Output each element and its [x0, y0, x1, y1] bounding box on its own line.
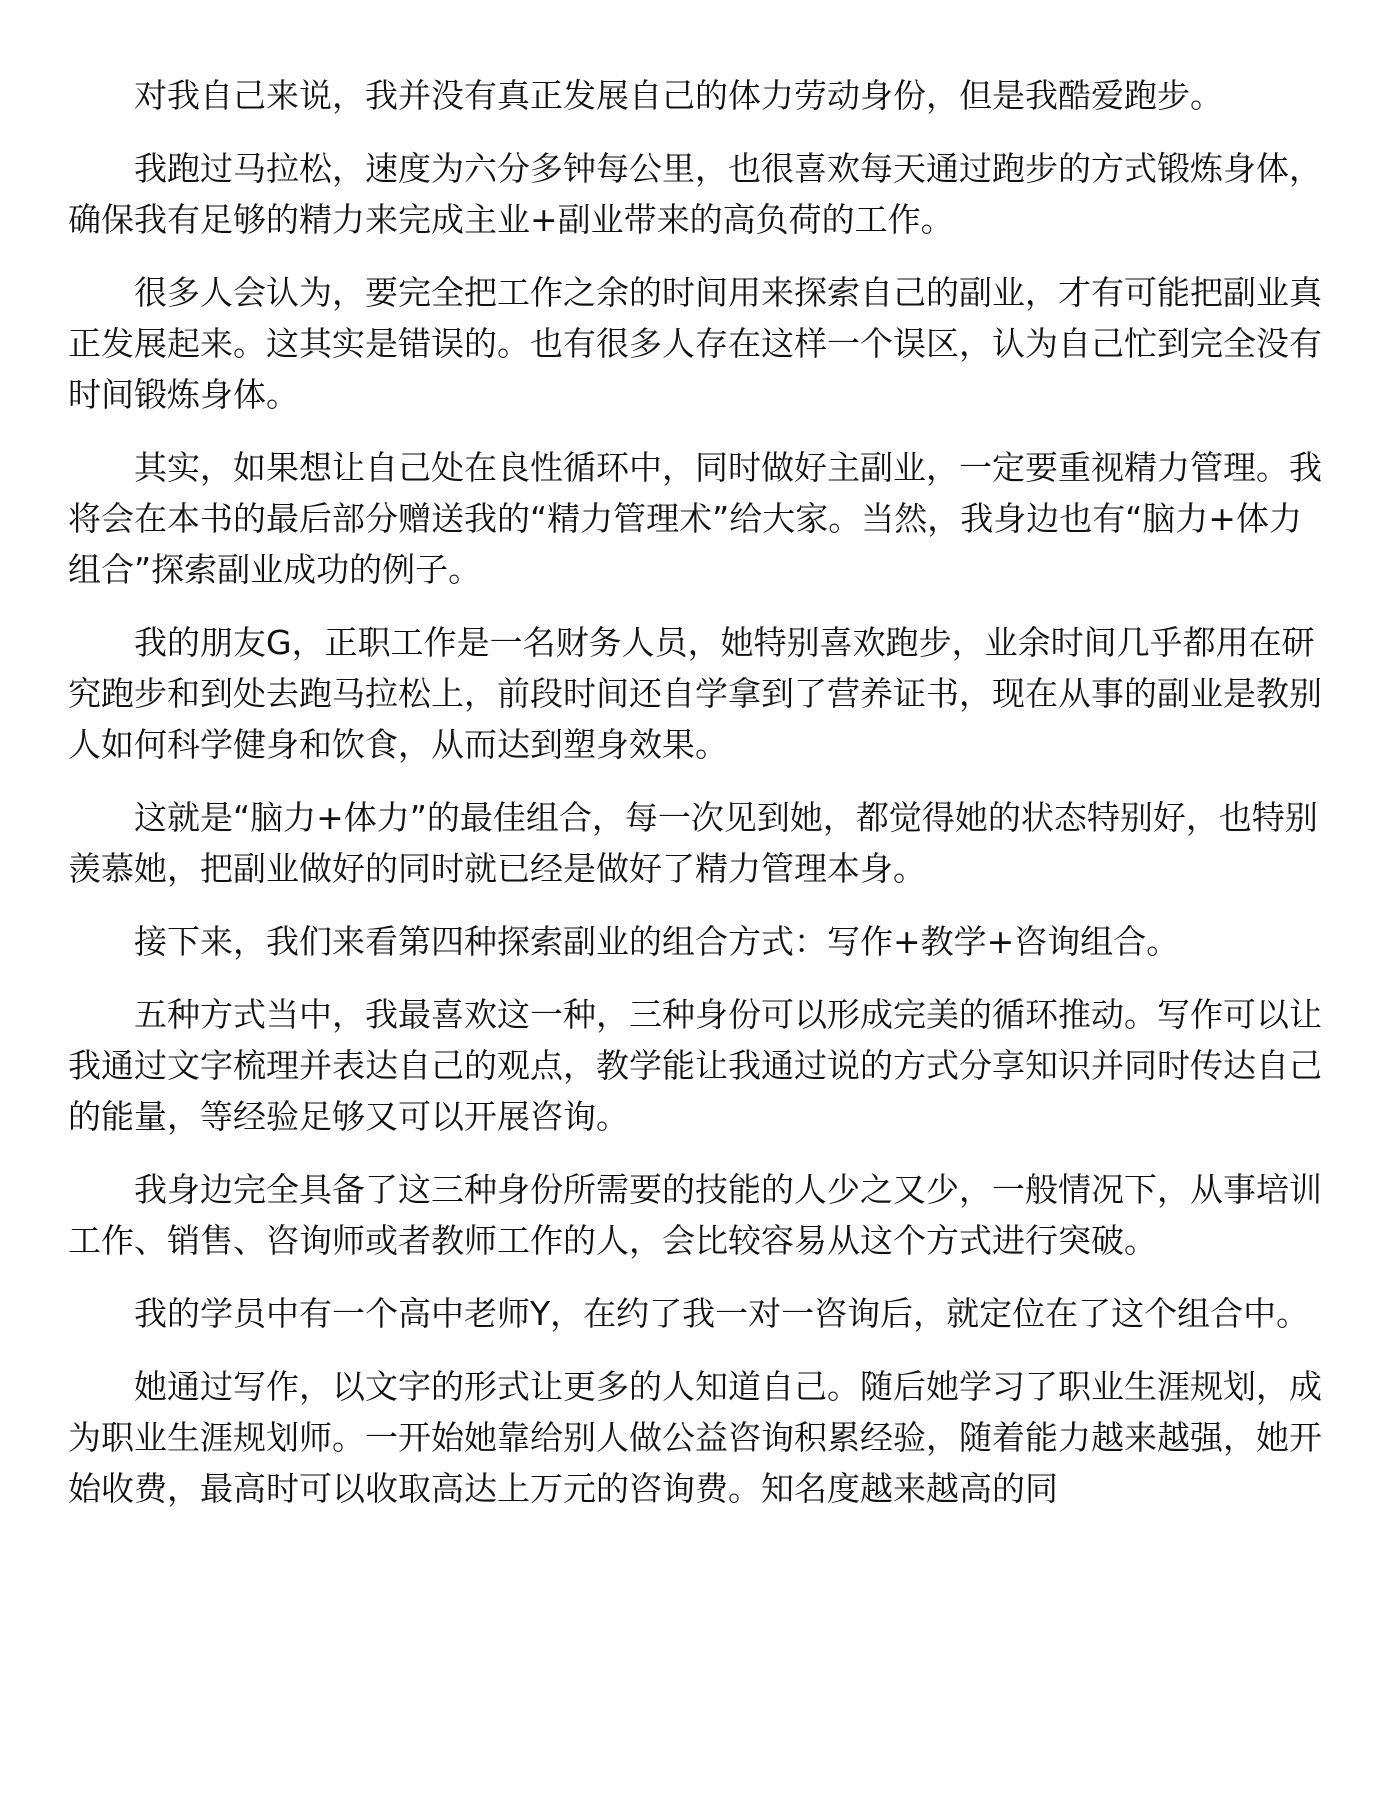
- paragraph: 我的朋友G，正职工作是一名财务人员，她特别喜欢跑步，业余时间几乎都用在研究跑步和到处去跑马拉松上，前段时间还自学拿到了营养证书，现在从事的副业是教别人如何科学健身和饮食，从而达到塑身效果。: [68, 623, 1322, 764]
- paragraph: 对我自己来说，我并没有真正发展自己的体力劳动身份，但是我酷爱跑步。: [134, 76, 1223, 115]
- document-page: [68, 70, 1328, 1514]
- paragraph: 我跑过马拉松，速度为六分多钟每公里，也很喜欢每天通过跑步的方式锻炼身体，确保我有足够的精力来完成主业+副业带来的高负荷的工作。: [68, 149, 1322, 239]
- paragraph: 这就是“脑力+体力”的最佳组合，每一次见到她，都觉得她的状态特别好，也特别羡慕她，把副业做好的同时就已经是做好了精力管理本身。: [68, 798, 1318, 888]
- paragraph: 其实，如果想让自己处在良性循环中，同时做好主副业，一定要重视精力管理。我将会在本书的最后部分赠送我的“精力管理术”给大家。当然，我身边也有“脑力+体力组合”探索副业成功的例子。: [68, 448, 1322, 589]
- paragraph: 接下来，我们来看第四种探索副业的组合方式：写作+教学+咨询组合。: [134, 922, 1180, 961]
- paragraph: 很多人会认为，要完全把工作之余的时间用来探索自己的副业，才有可能把副业真正发展起来。这其实是错误的。也有很多人存在这样一个误区，认为自己忙到完全没有时间锻炼身体。: [68, 273, 1322, 414]
- paragraph: 我的学员中有一个高中老师Y，在约了我一对一咨询后，就定位在了这个组合中。: [134, 1294, 1310, 1333]
- paragraph: 我身边完全具备了这三种身份所需要的技能的人少之又少，一般情况下，从事培训工作、销售、咨询师或者教师工作的人，会比较容易从这个方式进行突破。: [68, 1170, 1322, 1260]
- paragraph: 五种方式当中，我最喜欢这一种，三种身份可以形成完美的循环推动。写作可以让我通过文字梳理并表达自己的观点，教学能让我通过说的方式分享知识并同时传达自己的能量，等经验足够又可以开展咨询。: [68, 995, 1322, 1136]
- paragraph: 她通过写作，以文字的形式让更多的人知道自己。随后她学习了职业生涯规划，成为职业生涯规划师。一开始她靠给别人做公益咨询积累经验，随着能力越来越强，她开始收费，最高时可以收取高达上万元的咨询费。知名度越来越高的同: [68, 1367, 1322, 1508]
